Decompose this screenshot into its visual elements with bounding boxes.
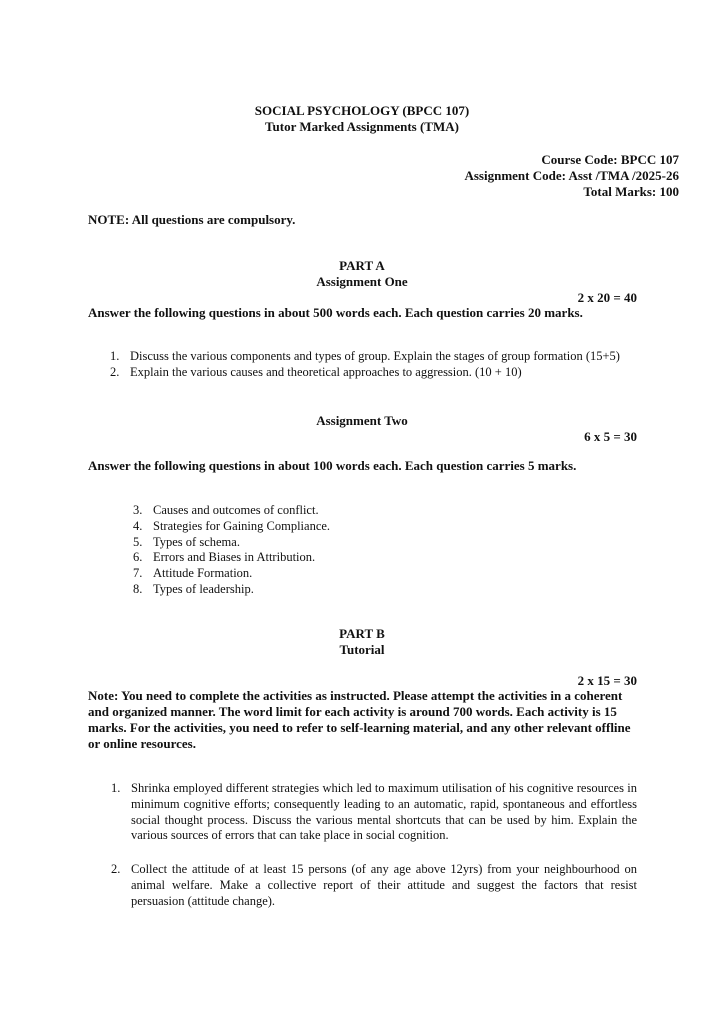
list-item: 8. Types of leadership.: [133, 581, 254, 596]
document-subtitle: Tutor Marked Assignments (TMA): [265, 119, 459, 134]
list-item: 3. Causes and outcomes of conflict.: [133, 503, 319, 517]
part-a-title: PART A: [339, 258, 385, 273]
assignment-one-title: Assignment One: [316, 274, 408, 289]
part-b-note: Note: You need to complete the activities as instructed. Please attempt the activities in a coherent and organized manner. The word limit for each activity is around 700 words. Each activity is 15 marks. For the activities, you need to refer to self-learning material, and any other relevant offline or online resources.: [88, 688, 631, 751]
list-item: 6. Errors and Biases in Attribution.: [133, 550, 316, 565]
assignment-two-questions: [133, 503, 553, 598]
document-title: SOCIAL PSYCHOLOGY (BPCC 107): [254, 103, 470, 118]
part-b-marks: 2 x 15 = 30: [577, 673, 637, 688]
compulsory-note: NOTE: All questions are compulsory.: [88, 212, 296, 227]
list-item: 1. Discuss the various components and types of group. Explain the stages of group formation (15+5): [110, 349, 620, 363]
assignment-code: Assignment Code: Asst /TMA /2025-26: [464, 168, 679, 183]
list-item: 2. Collect the attitude of at least 15 persons (of any age above 12yrs) from your neighbourhood on animal welfare. Make a collective report of their attitude and suggest the factors that resist persuasion (attitude change).: [111, 862, 637, 908]
list-item: 1. Shrinka employed different strategies which led to maximum utilisation of his cognitive resources in minimum cognitive efforts; consequently leading to an automatic, rapid, spontaneous and effortless social thought process. Discuss the various mental shortcuts that can be used by him. Explain the various sources of errors that can take place in social cognition.: [111, 781, 637, 843]
assignment-two-title: Assignment Two: [316, 413, 408, 428]
list-item: 4. Strategies for Gaining Compliance.: [133, 518, 331, 533]
assignment-two-marks: 6 x 5 = 30: [584, 429, 637, 444]
total-marks: Total Marks: 100: [583, 184, 679, 199]
part-b-title: PART B: [339, 626, 385, 641]
assignment-one-questions: [110, 349, 690, 381]
list-item: 2. Explain the various causes and theoretical approaches to aggression. (10 + 10): [110, 364, 522, 379]
part-b-subtitle: Tutorial: [339, 642, 385, 657]
list-item: 5. Types of schema.: [133, 534, 240, 549]
assignment-one-instruction: Answer the following questions in about 500 words each. Each question carries 20 marks.: [88, 305, 583, 320]
course-code: Course Code: BPCC 107: [541, 152, 679, 167]
part-b-activities: [111, 781, 637, 910]
list-item: 7. Attitude Formation.: [133, 566, 253, 581]
assignment-one-marks: 2 x 20 = 40: [577, 290, 637, 305]
assignment-two-instruction: Answer the following questions in about 100 words each. Each question carries 5 marks.: [88, 458, 577, 473]
